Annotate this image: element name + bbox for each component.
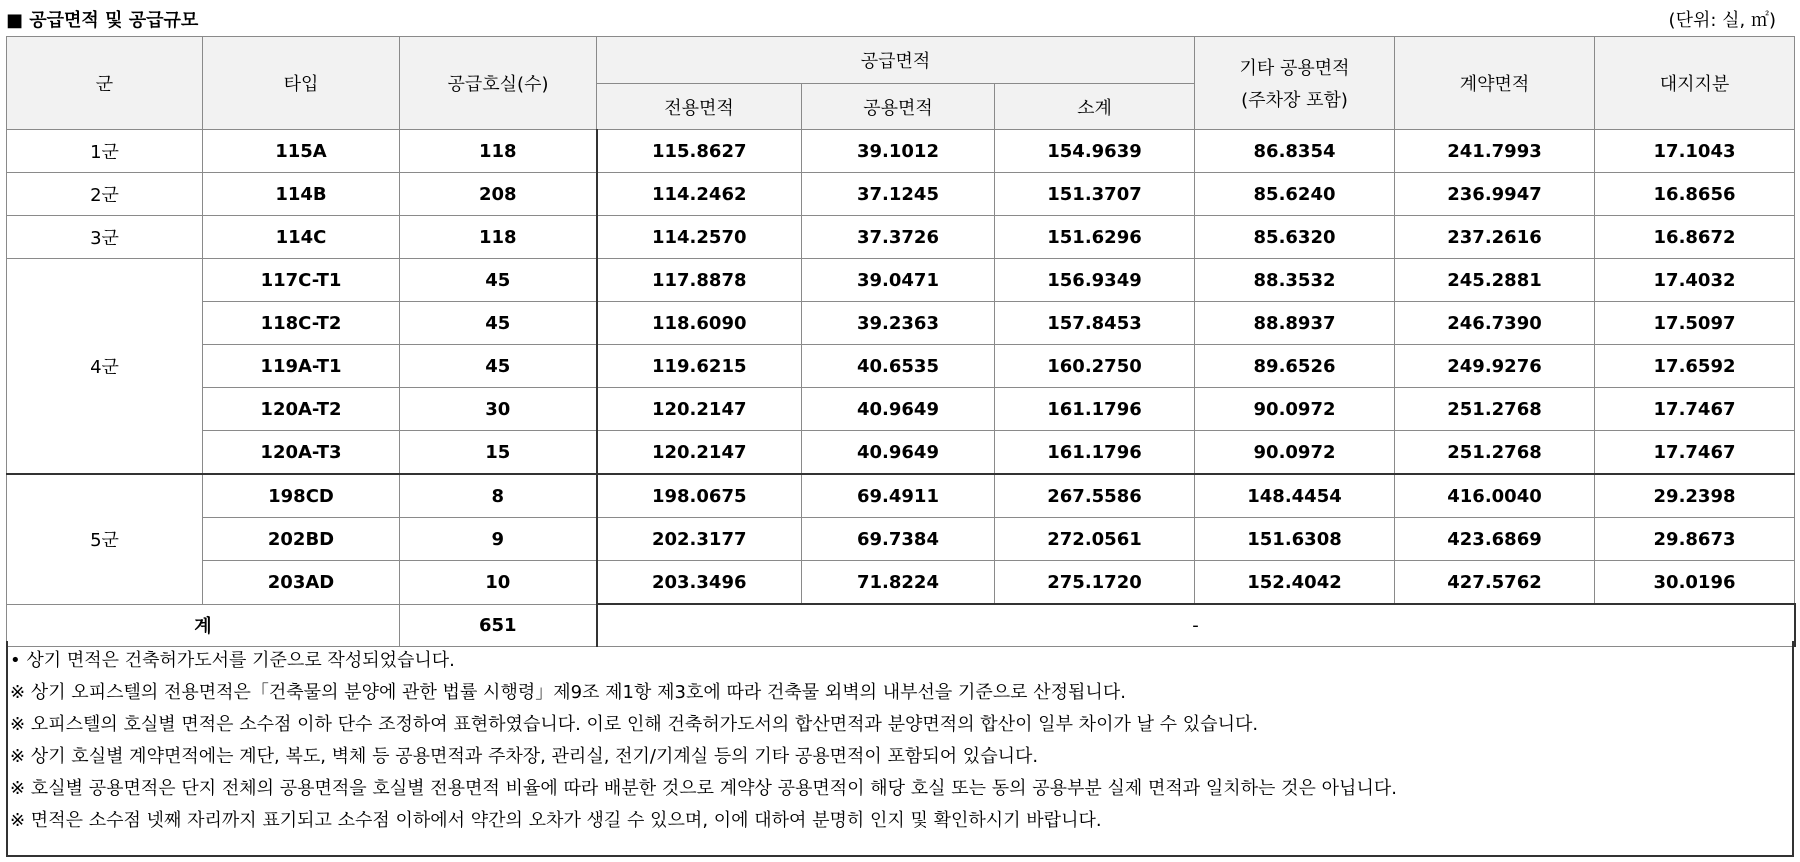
exclusive-cell: 118.6090 [597, 302, 802, 345]
table-row [7, 216, 1795, 259]
table-row [7, 259, 1795, 302]
subtotal-cell: 151.6296 [995, 216, 1195, 259]
unit-label: (단위: 실, ㎡) [1668, 10, 1776, 31]
contract-cell: 416.0040 [1395, 474, 1595, 518]
group-cell: 5군 [7, 474, 203, 604]
subtotal-cell: 267.5586 [995, 474, 1195, 518]
other-common-cell: 88.8937 [1195, 302, 1395, 345]
type-cell: 203AD [203, 561, 400, 605]
table-row [7, 431, 1795, 475]
group-cell: 2군 [7, 173, 203, 216]
table-row [7, 345, 1795, 388]
contract-cell: 251.2768 [1395, 388, 1595, 431]
total-units: 651 [400, 604, 597, 647]
other-common-cell: 90.0972 [1195, 431, 1395, 475]
common-cell: 39.2363 [802, 302, 995, 345]
group-cell: 1군 [7, 130, 203, 173]
other-common-cell: 85.6240 [1195, 173, 1395, 216]
type-cell: 119A-T1 [203, 345, 400, 388]
units-cell: 118 [400, 130, 597, 173]
land-cell: 17.7467 [1595, 431, 1795, 475]
other-common-cell: 90.0972 [1195, 388, 1395, 431]
table-row [7, 518, 1795, 561]
exclusive-cell: 115.8627 [597, 130, 802, 173]
type-cell: 115A [203, 130, 400, 173]
units-cell: 15 [400, 431, 597, 475]
land-cell: 17.7467 [1595, 388, 1795, 431]
type-cell: 114C [203, 216, 400, 259]
table-row [7, 561, 1795, 605]
exclusive-cell: 119.6215 [597, 345, 802, 388]
common-cell: 71.8224 [802, 561, 995, 605]
supply-table [6, 36, 1796, 647]
land-cell: 17.6592 [1595, 345, 1795, 388]
other-common-cell: 89.6526 [1195, 345, 1395, 388]
header-units: 공급호실(수) [400, 37, 597, 130]
contract-cell: 251.2768 [1395, 431, 1595, 475]
note-line: ※ 상기 호실별 계약면적에는 계단, 복도, 벽체 등 공용면적과 주차장, 관리실, 전기/기계실 등의 기타 공용면적이 포함되어 있습니다. [10, 746, 1039, 767]
type-cell: 120A-T3 [203, 431, 400, 475]
note-line: ※ 호실별 공용면적은 단지 전체의 공용면적을 호실별 전용면적 비율에 따라 배분한 것으로 계약상 공용면적이 해당 호실 또는 동의 공용부분 실제 면적과 일치하는 것은 아닙니다. [10, 778, 1397, 799]
units-cell: 9 [400, 518, 597, 561]
header-other-common [1195, 37, 1395, 130]
note-line: ※ 상기 오피스텔의 전용면적은「건축물의 분양에 관한 법률 시행령」제9조 제1항 제3호에 따라 건축물 외벽의 내부선을 기준으로 산정됩니다. [10, 682, 1126, 703]
subtotal-cell: 156.9349 [995, 259, 1195, 302]
contract-cell: 237.2616 [1395, 216, 1595, 259]
type-cell: 198CD [203, 474, 400, 518]
note-line: • 상기 면적은 건축허가도서를 기준으로 작성되었습니다. [10, 650, 455, 671]
common-cell: 69.4911 [802, 474, 995, 518]
exclusive-cell: 114.2462 [597, 173, 802, 216]
group-cell: 4군 [7, 259, 203, 475]
header-exclusive: 전용면적 [597, 84, 802, 130]
exclusive-cell: 117.8878 [597, 259, 802, 302]
header-supply-area: 공급면적 [597, 37, 1195, 84]
subtotal-cell: 275.1720 [995, 561, 1195, 605]
notes-box [6, 641, 1794, 857]
contract-cell: 427.5762 [1395, 561, 1595, 605]
other-common-cell: 152.4042 [1195, 561, 1395, 605]
section-title: ■ 공급면적 및 공급규모 [6, 10, 199, 31]
type-cell: 202BD [203, 518, 400, 561]
type-cell: 117C-T1 [203, 259, 400, 302]
land-cell: 29.2398 [1595, 474, 1795, 518]
header-subtotal: 소계 [995, 84, 1195, 130]
table-row [7, 474, 1795, 518]
units-cell: 8 [400, 474, 597, 518]
contract-cell: 241.7993 [1395, 130, 1595, 173]
subtotal-cell: 161.1796 [995, 388, 1195, 431]
common-cell: 69.7384 [802, 518, 995, 561]
common-cell: 39.0471 [802, 259, 995, 302]
header-other-common-line2: (주차장 포함) [1241, 90, 1348, 111]
units-cell: 45 [400, 302, 597, 345]
header-type: 타입 [203, 37, 400, 130]
contract-cell: 236.9947 [1395, 173, 1595, 216]
common-cell: 37.1245 [802, 173, 995, 216]
header-other-common-line1: 기타 공용면적 [1239, 58, 1350, 79]
land-cell: 17.5097 [1595, 302, 1795, 345]
table-row [7, 302, 1795, 345]
header-land: 대지지분 [1595, 37, 1795, 130]
units-cell: 118 [400, 216, 597, 259]
other-common-cell: 85.6320 [1195, 216, 1395, 259]
units-cell: 30 [400, 388, 597, 431]
header-common: 공용면적 [802, 84, 995, 130]
land-cell: 16.8656 [1595, 173, 1795, 216]
exclusive-cell: 198.0675 [597, 474, 802, 518]
contract-cell: 245.2881 [1395, 259, 1595, 302]
subtotal-cell: 157.8453 [995, 302, 1195, 345]
exclusive-cell: 114.2570 [597, 216, 802, 259]
exclusive-cell: 120.2147 [597, 431, 802, 475]
common-cell: 40.9649 [802, 388, 995, 431]
common-cell: 37.3726 [802, 216, 995, 259]
table-row [7, 388, 1795, 431]
exclusive-cell: 203.3496 [597, 561, 802, 605]
common-cell: 39.1012 [802, 130, 995, 173]
other-common-cell: 88.3532 [1195, 259, 1395, 302]
subtotal-cell: 154.9639 [995, 130, 1195, 173]
header-contract: 계약면적 [1395, 37, 1595, 130]
units-cell: 208 [400, 173, 597, 216]
units-cell: 10 [400, 561, 597, 605]
total-label: 계 [7, 604, 400, 647]
type-cell: 118C-T2 [203, 302, 400, 345]
header-group: 군 [7, 37, 203, 130]
table-row [7, 130, 1795, 173]
other-common-cell: 151.6308 [1195, 518, 1395, 561]
note-line: ※ 오피스텔의 호실별 면적은 소수점 이하 단수 조정하여 표현하였습니다. 이로 인해 건축허가도서의 합산면적과 분양면적의 합산이 일부 차이가 날 수 있습니다. [10, 714, 1259, 735]
other-common-cell: 148.4454 [1195, 474, 1395, 518]
units-cell: 45 [400, 259, 597, 302]
other-common-cell: 86.8354 [1195, 130, 1395, 173]
subtotal-cell: 161.1796 [995, 431, 1195, 475]
land-cell: 17.1043 [1595, 130, 1795, 173]
contract-cell: 246.7390 [1395, 302, 1595, 345]
title-row [6, 6, 1776, 36]
group-cell: 3군 [7, 216, 203, 259]
exclusive-cell: 120.2147 [597, 388, 802, 431]
common-cell: 40.6535 [802, 345, 995, 388]
exclusive-cell: 202.3177 [597, 518, 802, 561]
land-cell: 17.4032 [1595, 259, 1795, 302]
type-cell: 120A-T2 [203, 388, 400, 431]
common-cell: 40.9649 [802, 431, 995, 475]
subtotal-cell: 151.3707 [995, 173, 1195, 216]
total-rest: - [597, 604, 1795, 647]
units-cell: 45 [400, 345, 597, 388]
note-line: ※ 면적은 소수점 넷째 자리까지 표기되고 소수점 이하에서 약간의 오차가 생길 수 있으며, 이에 대하여 분명히 인지 및 확인하시기 바랍니다. [10, 810, 1102, 831]
table-row [7, 173, 1795, 216]
land-cell: 29.8673 [1595, 518, 1795, 561]
contract-cell: 249.9276 [1395, 345, 1595, 388]
subtotal-cell: 160.2750 [995, 345, 1195, 388]
type-cell: 114B [203, 173, 400, 216]
land-cell: 30.0196 [1595, 561, 1795, 605]
contract-cell: 423.6869 [1395, 518, 1595, 561]
land-cell: 16.8672 [1595, 216, 1795, 259]
subtotal-cell: 272.0561 [995, 518, 1195, 561]
